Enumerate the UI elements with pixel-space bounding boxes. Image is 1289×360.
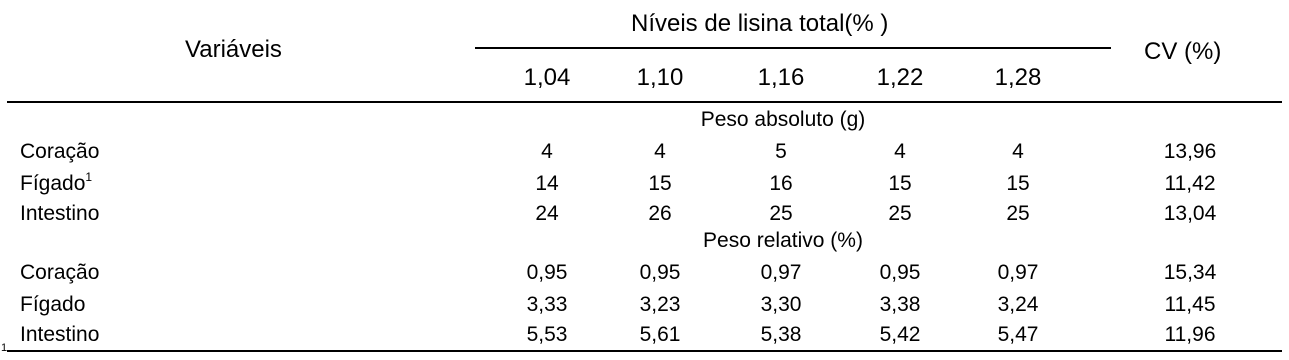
table-cell: 26 <box>648 202 672 225</box>
header-level: 1,22 <box>876 64 924 91</box>
table-cell: 4 <box>1012 140 1024 163</box>
header-bottom-rule <box>7 101 1282 103</box>
table-cell: 15 <box>1006 172 1030 195</box>
cv-cell: 13,04 <box>1163 202 1217 225</box>
table-cell: 3,30 <box>760 293 802 316</box>
table-cell: 24 <box>535 202 559 225</box>
table-cell: 0,97 <box>760 261 802 284</box>
row-label-text: Fígado <box>20 172 86 195</box>
table-cell: 4 <box>541 140 553 163</box>
table-cell: 25 <box>769 202 793 225</box>
row-label-text: Coração <box>20 261 100 284</box>
row-label-text: Fígado <box>20 293 86 316</box>
cv-cell: 13,96 <box>1163 140 1217 163</box>
header-lysine-levels: Níveis de lisina total(% ) <box>631 10 889 37</box>
row-label <box>20 202 99 226</box>
row-label <box>20 323 99 347</box>
table-cell: 5,42 <box>879 323 921 346</box>
table-cell: 5 <box>775 140 787 163</box>
table-cell: 3,23 <box>639 293 681 316</box>
section-title: Peso absoluto (g) <box>700 108 866 131</box>
table-cell: 4 <box>894 140 906 163</box>
header-level: 1,16 <box>757 64 805 91</box>
table-cell: 4 <box>654 140 666 163</box>
header-group-rule <box>475 47 1111 49</box>
cv-cell: 11,45 <box>1164 293 1216 316</box>
header-level: 1,28 <box>994 64 1042 91</box>
table-cell: 5,53 <box>526 323 568 346</box>
table-cell: 0,95 <box>526 261 568 284</box>
table-bottom-rule <box>7 350 1282 352</box>
cv-cell: 11,96 <box>1164 323 1216 346</box>
table-cell: 16 <box>769 172 793 195</box>
row-label-text: Intestino <box>20 323 100 346</box>
row-label <box>20 261 99 285</box>
table-cell: 3,24 <box>997 293 1039 316</box>
table-cell: 14 <box>535 172 559 195</box>
footnote-ref: 1 <box>85 170 93 184</box>
table-cell: 3,33 <box>526 293 568 316</box>
header-cv: CV (%) <box>1144 38 1222 65</box>
header-level: 1,10 <box>636 64 684 91</box>
footnote-marker: 1 <box>1 342 8 354</box>
header-variaveis: Variáveis <box>185 36 282 63</box>
table-cell: 0,97 <box>997 261 1039 284</box>
table-cell: 5,47 <box>997 323 1039 346</box>
table-cell: 15 <box>648 172 672 195</box>
row-label-text: Coração <box>20 140 100 163</box>
cv-cell: 11,42 <box>1164 172 1216 195</box>
table-cell: 0,95 <box>639 261 681 284</box>
table-cell: 0,95 <box>879 261 921 284</box>
row-label <box>20 293 85 317</box>
table-cell: 25 <box>888 202 912 225</box>
table-cell: 5,38 <box>760 323 802 346</box>
table-cell: 3,38 <box>879 293 921 316</box>
row-label-text: Intestino <box>20 202 100 225</box>
cv-cell: 15,34 <box>1163 261 1217 284</box>
table-cell: 25 <box>1006 202 1030 225</box>
table-cell: 15 <box>888 172 912 195</box>
table-cell: 5,61 <box>639 323 681 346</box>
header-level: 1,04 <box>523 64 571 91</box>
row-label <box>20 140 99 164</box>
section-title: Peso relativo (%) <box>703 229 863 252</box>
row-label <box>20 172 92 196</box>
